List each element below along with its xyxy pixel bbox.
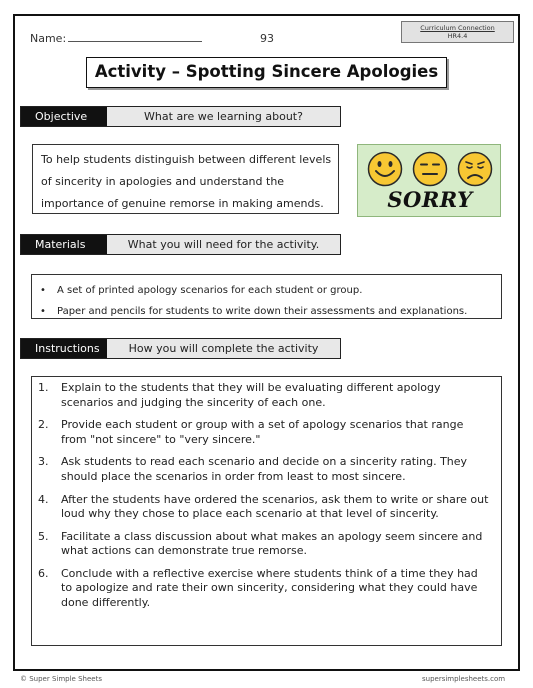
step-text: Conclude with a reflective exercise where students think of a time they had to apologize and rate their own sincerity, considering what they could have done differently. bbox=[61, 566, 478, 609]
step-number: 5. bbox=[38, 529, 49, 543]
page-title: Activity – Spotting Sincere Apologies bbox=[86, 57, 447, 88]
step-text: Provide each student or group with a set of apology scenarios that range from "not sincere" to "very sincere." bbox=[61, 418, 464, 446]
footer-copyright: © Super Simple Sheets bbox=[20, 675, 102, 683]
materials-header bbox=[20, 234, 341, 255]
curriculum-title: Curriculum Connection bbox=[420, 24, 495, 32]
step-number: 6. bbox=[38, 566, 49, 580]
instruction-step bbox=[38, 418, 491, 447]
instruction-step bbox=[38, 530, 491, 559]
instructions-list-box bbox=[31, 376, 502, 646]
materials-list bbox=[32, 275, 501, 322]
instructions-header bbox=[20, 338, 341, 359]
name-field[interactable] bbox=[30, 32, 202, 45]
step-number: 4. bbox=[38, 492, 49, 506]
instructions-label: Instructions bbox=[21, 339, 107, 358]
materials-label: Materials bbox=[21, 235, 107, 254]
objective-text: To help students distinguish between different levels of sincerity in apologies and understand the importance of genuine remorse in making amends. bbox=[32, 144, 339, 214]
objective-label: Objective bbox=[21, 107, 107, 126]
step-text: Explain to the students that they will be evaluating different apology scenarios and judging the sincerity of each one. bbox=[61, 381, 441, 409]
materials-list-box bbox=[31, 274, 502, 319]
instructions-question: How you will complete the activity bbox=[107, 339, 340, 358]
sad-face-icon bbox=[457, 151, 493, 187]
instruction-step bbox=[38, 567, 491, 611]
step-number: 3. bbox=[38, 455, 49, 469]
materials-item: • Paper and pencils for students to write down their assessments and explanations. bbox=[40, 301, 501, 322]
step-text: Facilitate a class discussion about what makes an apology seem sincere and what actions can demonstrate true remorse. bbox=[61, 529, 483, 558]
objective-header bbox=[20, 106, 341, 127]
step-text: After the students have ordered the scenarios, ask them to write or share out loud why they chose to place each scenario at that level of sincerity. bbox=[61, 492, 489, 521]
step-number: 1. bbox=[38, 381, 49, 394]
objective-question: What are we learning about? bbox=[107, 107, 340, 126]
materials-item: • A set of printed apology scenarios for each student or group. bbox=[40, 280, 501, 301]
curriculum-connection-box bbox=[401, 21, 514, 43]
curriculum-code: HR4.4 bbox=[447, 32, 468, 40]
sorry-caption: SORRY bbox=[387, 187, 473, 212]
footer-website[interactable]: supersimplesheets.com bbox=[422, 675, 506, 683]
instruction-step bbox=[38, 493, 491, 522]
instruction-step bbox=[38, 381, 491, 410]
step-text: Ask students to read each scenario and decide on a sincerity rating. They should place the scenarios in order from least to most sincere. bbox=[61, 455, 468, 483]
step-number: 2. bbox=[38, 418, 49, 432]
name-label: Name: bbox=[30, 32, 67, 45]
neutral-face-icon bbox=[412, 151, 448, 187]
name-line[interactable] bbox=[68, 32, 202, 42]
sorry-illustration bbox=[357, 144, 501, 217]
smiling-face-icon bbox=[367, 151, 403, 187]
instruction-step bbox=[38, 455, 491, 484]
materials-question: What you will need for the activity. bbox=[107, 235, 340, 254]
page-number: 93 bbox=[260, 32, 274, 45]
